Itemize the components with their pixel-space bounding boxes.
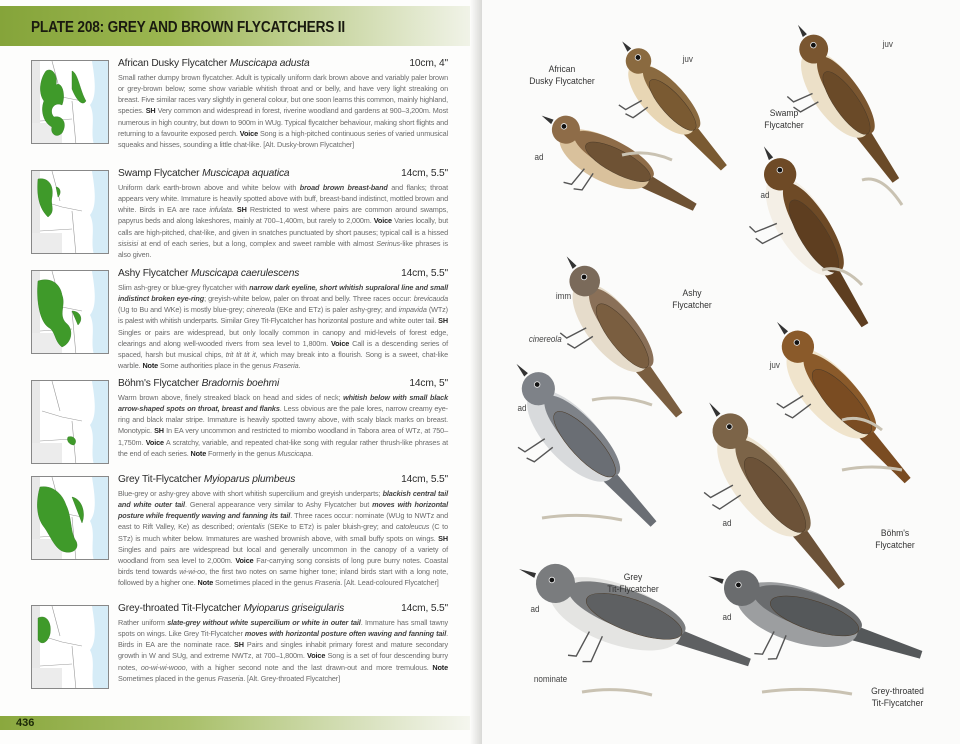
description-text: Song is a high-pitched continuous series of varied unmusical squeaks and hisses, sounding a little chat-like. [Alt. Dusky-brown Flycatcher] [118,128,448,149]
label-bohms-flycatcher [868,528,922,551]
label-line: Flycatcher [875,539,915,551]
description-text: Some authorities place in the genus [158,361,273,371]
scientific-name: Myioparus griseigularis [243,603,345,614]
section-keyword: SH [145,106,156,116]
section-keyword: Voice [330,338,350,348]
species-title [118,58,448,72]
description-text: . [231,205,237,215]
section-keyword: Voice [239,128,258,138]
description-text: ; greyish-white below, paler on throat and belly. Three races occur: [204,294,414,304]
species-entry [118,603,448,684]
range-map [31,380,109,464]
description-text: Call is a descending series of spaced, harsh but musical chips, [118,338,448,359]
section-keyword: Voice [307,651,326,661]
section-keyword: SH [438,533,448,543]
bird-illustrations [482,0,960,744]
label-swamp-flycatcher [757,108,811,131]
label-ad: ad [534,152,544,162]
section-keyword: Note [197,578,214,588]
species-entry [118,474,448,588]
ashy-flycatcher-adult-illustration [482,353,672,557]
description-text: Uniform dark earth-brown above and white below with [118,183,300,192]
emphasis-text: Muscicapa [277,448,312,458]
description-text: Pairs and singles inhabit primary forest and mature secondary growth in W and SUg, and extreme NWTz, at 700–1,800m. [118,640,448,661]
emphasis-text: slate-grey without white supercilium or white in outer tail [167,618,361,627]
bird-beak [514,362,528,376]
emphasis-text: Fraseria [217,673,244,683]
species-title [118,603,448,617]
right-page-plate [482,0,960,744]
grey-throated-tit-flycatcher-adult-illustration [690,559,930,704]
range-map-graphic [32,477,109,560]
description-text: (Ug to Bu and WKe) is mostly blue-grey; [118,305,247,315]
label-nominate: nominate [533,674,568,684]
emphasis-text: trit tit tit it [225,349,256,359]
bird-beak [620,40,631,52]
emphasis-text: cinereola [246,305,275,315]
species-name [118,378,279,392]
description-text: Formerly in the genus [206,448,278,458]
section-keyword: Voice [373,216,392,226]
species-title [118,378,448,392]
species-description [118,282,448,371]
species-description [118,72,448,150]
species-description [118,392,448,459]
species-title [118,268,448,282]
description-text: Blue-grey or ashy-grey above with short whitish supercilium and greyish underparts; [118,489,383,498]
species-size: 14cm, 5.5" [401,603,448,614]
description-text: , which may break into a flourish. Song is a sweet, chat-like warble. [118,349,449,371]
species-size: 10cm, 4" [409,58,448,69]
description-text: Singles or pairs are widespread, but only locally common in canopy and mid-levels of forest edge, clearings and along well-wooded rivers from sea level to 1,800m. [118,327,448,348]
section-keyword: SH [438,316,448,326]
description-text: Song is a set of four descending burry notes, [118,651,448,672]
common-name: Grey Tit-Flycatcher [118,474,202,485]
species-name [118,474,295,488]
page-number: 436 [16,717,35,729]
bird-beak [795,24,806,37]
label-imm: imm [555,291,572,301]
bird-beak [707,401,721,416]
description-text: Very common and widespread in forest, riverine woodland and gardens at 900–3,200m. Most numerous in high country, but down to 900m in WUg. Typical flycatcher behaviour, making short flights and returning to a favourite exposed perch. [118,106,448,138]
description-text: , the first two notes on same higher tone; inland birds start with a long note, followed by a higher one. [118,567,449,588]
description-text: Sometimes placed in the genus [213,578,315,588]
emphasis-text: narrow dark eyeline, short whitish supraloral line and small indistinct broken eye-ring [118,283,448,304]
emphasis-text: catoleucus [395,522,430,532]
perch-branch [842,467,902,470]
range-map-graphic [32,606,109,689]
emphasis-text: broad brown breast-band [299,183,388,192]
label-line: Flycatcher [764,119,804,131]
section-keyword: Note [432,662,448,672]
species-size: 14cm, 5.5" [401,268,448,279]
label-ashy-flycatcher [665,288,719,311]
label-line: Flycatcher [672,299,712,311]
description-text: . Birds in EA are the nominate race. [118,629,448,650]
emphasis-text: whitish below with small black arrow-shaped spots on throat, breast and flanks [118,393,448,414]
label-line: Grey-throated [871,686,924,697]
range-map-graphic [32,381,109,464]
section-keyword: Voice [235,555,254,565]
plate-header [0,6,475,46]
species-entry [118,58,448,150]
description-text: Slim ash-grey or blue-grey flycatcher with [118,283,250,292]
description-text: . [Alt. Lead-coloured Flycatcher] [340,578,439,588]
emphasis-text: orientalis [236,522,265,532]
label-line: African [548,64,576,75]
swamp-flycatcher-adult-illustration [717,138,886,350]
description-text: Far-carrying song consists of long pure burry notes. Coastal birds tend towards [118,555,448,577]
label-line: Tit-Flycatcher [607,583,659,595]
label-ad: ad [722,518,732,528]
species-name [118,603,344,617]
description-text: (EKe and ETz) is paler ashy-grey; and [274,305,399,315]
emphasis-text: infulata [209,205,232,215]
species-entry [118,168,448,260]
label-line: Dusky Flycatcher [529,75,595,87]
species-entry [118,268,448,371]
emphasis-text: moves with horizontal posture while frequently waving and fanning its tail [118,500,448,521]
label-line: Tit-Flycatcher [871,697,924,709]
description-text: Small rather dumpy brown flycatcher. Adult is typically uniform dark brown above and variably paler brown or grey-brown below; some show variable whitish throat and or belly, and have very light streaking on breast. Five similar races vary slightly in general colour, but one soon learns this common, mainly highland, species. [118,73,448,116]
section-keyword: Voice [145,437,164,447]
description-text: . [298,361,301,371]
emphasis-text: oo-wi-wi-wooo [140,662,186,672]
bird-beak [564,255,576,269]
scientific-name: Muscicapa aquatica [202,168,290,179]
species-description [118,488,448,588]
label-line: Böhm's [880,528,910,539]
description-text: . General appearance very similar to Ashy Flycatcher but [184,500,373,510]
label-ad: ad [722,612,732,622]
common-name: Böhm's Flycatcher [118,378,199,389]
species-description [118,182,448,260]
perch-branch [592,398,652,405]
scientific-name: Myioparus plumbeus [203,474,296,485]
emphasis-text: wi-wi-oo [179,567,205,577]
range-map-graphic [32,271,109,354]
perch-branch [862,179,902,205]
description-text: (SEKe to ETz) is paler bluish-grey; and [264,522,396,532]
bird-beak [775,321,788,335]
scientific-name: Muscicapa adusta [229,58,310,69]
species-name [118,168,289,182]
common-name: Grey-throated Tit-Flycatcher [118,603,241,614]
range-map-graphic [32,171,109,254]
description-text: In EA very uncommon and restricted to miombo woodland in Tabora area of WTz, at 750–1,750m. [118,426,448,447]
description-text: Rather uniform [118,618,168,627]
species-title [118,168,448,182]
description-text: and flanks; throat appears very white. Immature is heavily spotted above with buff, breast-band indistinct, mottled brown and white. Birds in EA are race [118,183,448,215]
description-text: . [311,448,314,458]
emphasis-text: moves with horizontal posture often waving and fanning tail [244,629,447,639]
range-map [31,605,109,689]
species-name [118,58,309,72]
label-line: Grey [623,572,643,583]
description-text: at end of each series, but a long, complex and sweet ramble with almost [137,238,377,248]
emphasis-text: brevicauda [413,294,448,304]
label-ad: ad [530,604,540,614]
label-ad: ad [760,190,770,200]
species-entry [118,378,448,459]
emphasis-text: Serinus [376,238,401,248]
species-size: 14cm, 5.5" [401,474,448,485]
label-juv: juv [769,360,780,370]
label-grey-tit-flycatcher [601,572,666,595]
common-name: Ashy Flycatcher [118,268,189,279]
description-text: Varies locally, but calls are high-pitched, chat-like, and given in snatches punctuated by short pauses; typical call is a hissed [118,216,448,237]
label-grey-throated-tit-flycatcher [864,686,932,709]
common-name: Swamp Flycatcher [118,168,200,179]
emphasis-text: Fraseria [272,361,299,371]
emphasis-text: impavida [398,305,427,315]
species-title [118,474,448,488]
species-description [118,617,448,684]
section-keyword: SH [234,640,244,650]
description-text: . Immature has small tawny spots on wings. Like Grey Tit-Flycatcher [118,618,448,639]
species-size: 14cm, 5.5" [401,168,448,179]
description-text: (WTz) is palest with whitish underparts. Similar Grey Tit-Flycatcher has horizontal posture and white outer tail. [118,305,448,326]
bird-beak [761,145,773,160]
range-map [31,60,109,144]
label-line: Swamp [769,108,799,119]
label-juv: juv [682,54,693,64]
page-footer [0,716,470,730]
description-text: A scratchy, variable, and repeated chat-like song with regular rather thrush-like phrases at the end of each series. [118,437,448,458]
description-text: . Less obvious are the pale lores, narrow creamy eye-ring and black malar stripe. Immature is heavily spotted tawny above, with scaly black marks on breast. Monotypic. [118,404,448,436]
perch-branch [582,690,652,695]
section-keyword: SH [236,205,247,215]
range-map [31,270,109,354]
description-text: . [Alt. Grey-throated Flycatcher] [243,673,340,683]
description-text: (C to STz) is much whiter below. Immatures are washed brownish above, with small buffy spots on wings. [118,522,448,543]
emphasis-text: blackish central tail and white outer tail [118,489,448,510]
label-line: Ashy [682,288,702,299]
scientific-name: Bradornis boehmi [201,378,280,389]
plate-title: PLATE 208: GREY AND BROWN FLYCATCHERS II [31,19,346,36]
description-text: , with a higher second note and the last drawn-out and more tremulous. [185,662,433,672]
species-size: 14cm, 5" [409,378,448,389]
bird-beak [540,114,553,124]
range-map [31,170,109,254]
label-ad: ad [517,403,527,413]
section-keyword: Note [190,448,207,458]
perch-branch [762,689,852,694]
label-juv: juv [882,39,893,49]
description-text: Warm brown above, finely streaked black on head and sides of neck; [118,393,344,402]
common-name: African Dusky Flycatcher [118,58,228,69]
emphasis-text: sisisisi [118,238,138,248]
label-african-dusky-flycatcher [517,64,607,87]
emphasis-text: Fraseria [314,578,341,588]
description-text: . Three races occur: nominate (WUg to NWTz and east to Rift Valley, Ke) as described; [118,511,448,532]
label-race-cinereola: cinereola [528,334,562,344]
species-name [118,268,299,282]
bird-beak [518,567,536,578]
section-keyword: Note [142,361,159,371]
section-keyword: SH [154,426,164,436]
perch-branch [542,515,622,520]
description-text: Sometimes placed in the genus [118,673,218,683]
description-text: -like phrases is also given. [118,238,448,259]
description-text: Singles and pairs are widespread but local and generally uncommon in the canopy of a variety of woodland from sea level to 2,000m. [118,544,448,565]
description-text: Restricted to west where pairs are common around swamps, papyrus beds and along lakeshores, mainly at 700–1,400m, but rarely to 2,000m. [118,205,449,226]
range-map-graphic [32,61,109,144]
range-map [31,476,109,560]
bird-beak [707,574,724,584]
scientific-name: Muscicapa caerulescens [190,268,300,279]
